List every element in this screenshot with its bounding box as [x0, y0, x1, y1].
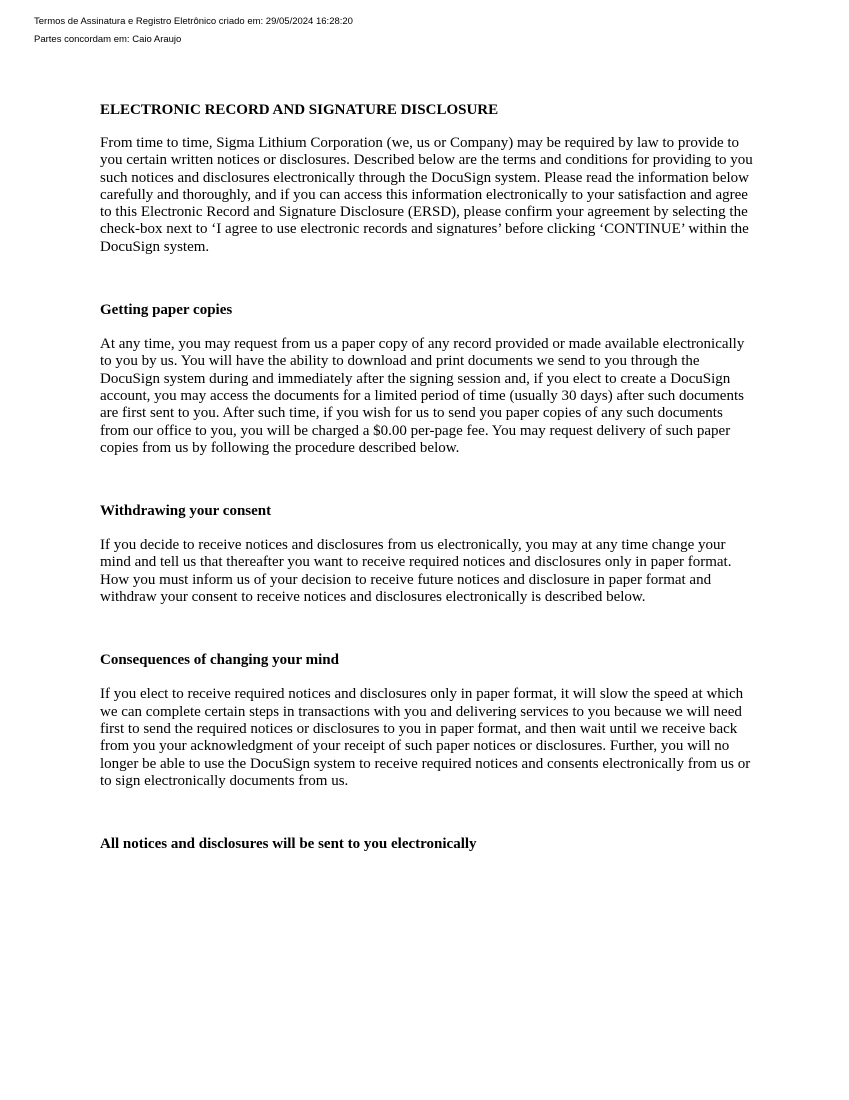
section-heading-withdrawing-consent: Withdrawing your consent	[100, 503, 272, 520]
section-body-paper-copies: At any time, you may request from us a paper copy of any record provided or made available electronically to you by us. You will have the ability to download and print documents we send to you through the DocuSign system during and immediately after the signing session and, if you elect to create a DocuSign account, you may access the documents for a limited period of time (usually 30 days) after such documents are first sent to you. After such time, if you wish for us to send you paper copies of any such documents from our office to you, you will be charged a $0.00 per-page fee. You may request delivery of such paper copies from us by following the procedure described below.	[100, 336, 745, 456]
header-created-line: Termos de Assinatura e Registro Eletrônico criado em: 29/05/2024 16:28:20	[34, 16, 353, 27]
document-title: ELECTRONIC RECORD AND SIGNATURE DISCLOSURE	[100, 102, 499, 118]
intro-paragraph: From time to time, Sigma Lithium Corporation (we, us or Company) may be required by law to provide to you certain written notices or disclosures. Described below are the terms and conditions for providing to you such notices and disclosures electronically through the DocuSign system. Please read the information below carefully and thoroughly, and if you can access this information electronically to your satisfaction and agree to this Electronic Record and Signature Disclosure (ERSD), please confirm your agreement by selecting the check-box next to ‘I agree to use electronic records and signatures’ before clicking ‘CONTINUE’ within the DocuSign system.	[100, 135, 753, 255]
header-parties-line: Partes concordam em: Caio Araujo	[34, 34, 182, 45]
section-heading-electronic-notices: All notices and disclosures will be sent to you electronically	[100, 836, 477, 853]
section-body-consequences: If you elect to receive required notices and disclosures only in paper format, it will slow the speed at which we can complete certain steps in transactions with you and delivering services to you because we will need first to send the required notices or disclosures to you in paper format, and then wait until we receive back from you your acknowledgment of your receipt of such paper notices or disclosures. Further, you will no longer be able to use the DocuSign system to receive required notices and consents electronically from us or to sign electronically documents from us.	[100, 686, 751, 789]
section-body-withdrawing-consent: If you decide to receive notices and disclosures from us electronically, you may at any time change your mind and tell us that thereafter you want to receive required notices and disclosures only in paper format. How you must inform us of your decision to receive future notices and disclosure in paper format and withdraw your consent to receive notices and disclosures electronically is described below.	[100, 537, 732, 606]
document-body	[100, 100, 755, 870]
page-header	[34, 13, 353, 49]
section-heading-consequences: Consequences of changing your mind	[100, 652, 339, 669]
section-heading-paper-copies: Getting paper copies	[100, 302, 233, 319]
